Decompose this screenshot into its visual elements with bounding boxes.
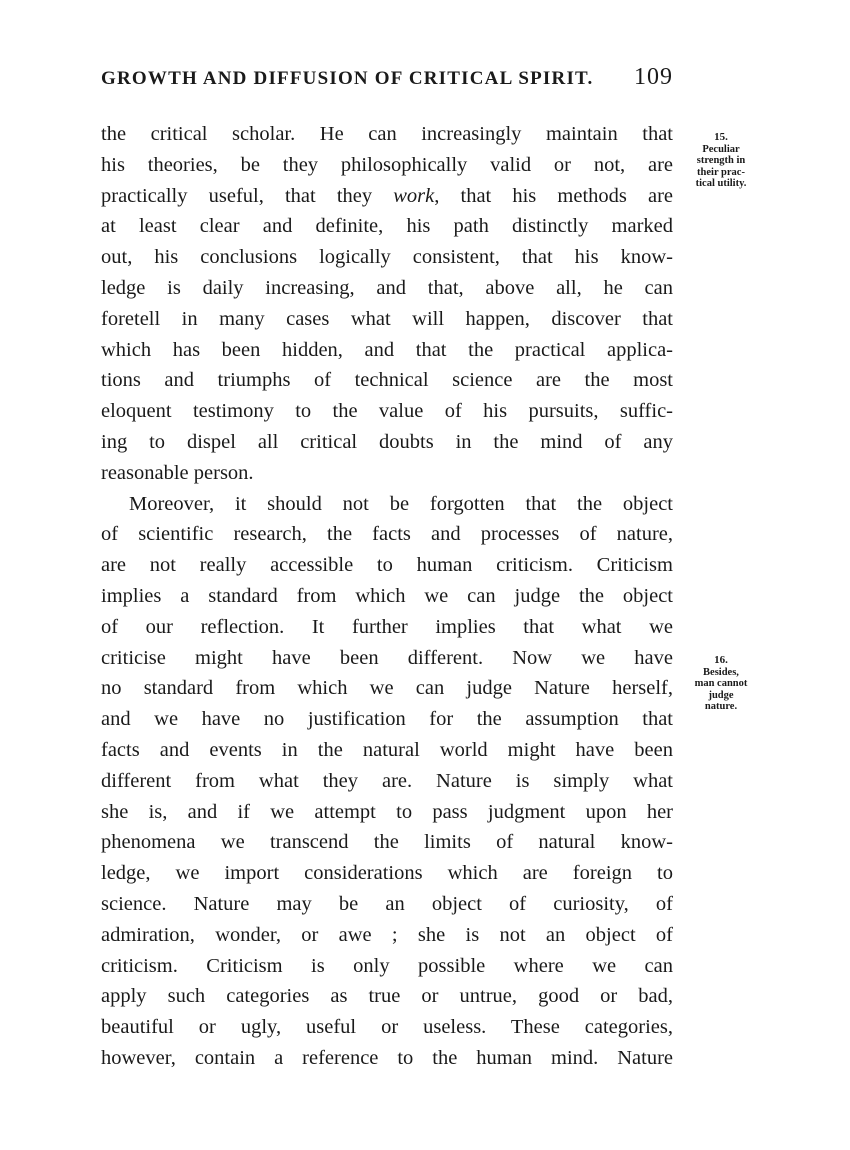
sidenote-line: tical utility. xyxy=(695,178,747,189)
text-line: reasonable person. xyxy=(101,461,254,484)
text-line: however, contain a reference to the human mind. Nature xyxy=(101,1046,673,1069)
text-line: of scientific research, the facts and processes of nature, xyxy=(101,523,673,546)
text-line: which has been hidden, and that the practical applica- xyxy=(101,338,673,361)
text-segment: , that his methods are xyxy=(434,184,674,207)
text-line: eloquent testimony to the value of his pursuits, suffic- xyxy=(101,400,673,423)
emphasis-work: work xyxy=(393,184,435,207)
text-segment: practically useful, that they xyxy=(101,184,394,207)
sidenote-16 xyxy=(676,655,766,713)
text-line: phenomena we transcend the limits of natural know- xyxy=(101,831,673,854)
body-text xyxy=(101,119,673,1074)
text-line-with-emphasis xyxy=(101,181,673,212)
text-line: ledge, we import considerations which are foreign to xyxy=(101,862,673,885)
text-line: of our reflection. It further implies that what we xyxy=(101,615,673,638)
sidenote-line: nature. xyxy=(704,701,738,712)
text-line: are not really accessible to human criticism. Criticism xyxy=(101,554,673,577)
paragraph-1 xyxy=(101,119,673,489)
paragraph-2 xyxy=(101,489,673,1074)
text-line: no standard from which we can judge Nature herself, xyxy=(101,677,673,700)
sidenote-line: Besides, xyxy=(703,666,739,678)
sidenote-line: Peculiar xyxy=(702,143,740,155)
text-line: the critical scholar. He can increasingly maintain that xyxy=(101,123,673,145)
text-line: science. Nature may be an object of curiosity, of xyxy=(101,892,673,915)
sidenote-line: judge xyxy=(708,689,734,701)
sidenote-number: 16. xyxy=(714,654,728,666)
text-line: Moreover, it should not be forgotten that the object xyxy=(129,492,673,515)
sidenote-line: their prac- xyxy=(697,166,745,178)
text-line: criticise might have been different. Now we have xyxy=(101,646,673,669)
text-line: foretell in many cases what will happen, discover that xyxy=(101,307,673,330)
text-line: apply such categories as true or untrue, good or bad, xyxy=(101,985,673,1008)
text-line: ledge is daily increasing, and that, above all, he can xyxy=(101,276,673,299)
text-line: different from what they are. Nature is simply what xyxy=(101,769,673,792)
page-header xyxy=(101,64,673,98)
running-title: GROWTH AND DIFFUSION OF CRITICAL SPIRIT. xyxy=(101,68,594,89)
text-line: at least clear and definite, his path distinctly marked xyxy=(101,215,673,238)
text-line: she is, and if we attempt to pass judgment upon her xyxy=(101,800,673,823)
text-line: and we have no justification for the assumption that xyxy=(101,708,673,731)
page-number: 109 xyxy=(634,64,673,90)
text-line: criticism. Criticism is only possible where we can xyxy=(101,954,673,977)
text-line: admiration, wonder, or awe ; she is not an object of xyxy=(101,923,673,946)
text-line: facts and events in the natural world might have been xyxy=(101,738,673,761)
text-line: his theories, be they philosophically valid or not, are xyxy=(101,153,673,176)
sidenote-line: strength in xyxy=(696,155,746,166)
text-line: out, his conclusions logically consistent, that his know- xyxy=(101,246,673,269)
text-line: beautiful or ugly, useful or useless. These categories, xyxy=(101,1016,673,1039)
sidenote-15 xyxy=(676,132,766,190)
sidenote-number: 15. xyxy=(714,131,728,143)
text-line: ing to dispel all critical doubts in the mind of any xyxy=(101,430,673,453)
text-line: implies a standard from which we can judge the object xyxy=(101,584,673,607)
text-line: tions and triumphs of technical science are the most xyxy=(101,369,673,392)
sidenote-line: man cannot xyxy=(694,678,748,689)
